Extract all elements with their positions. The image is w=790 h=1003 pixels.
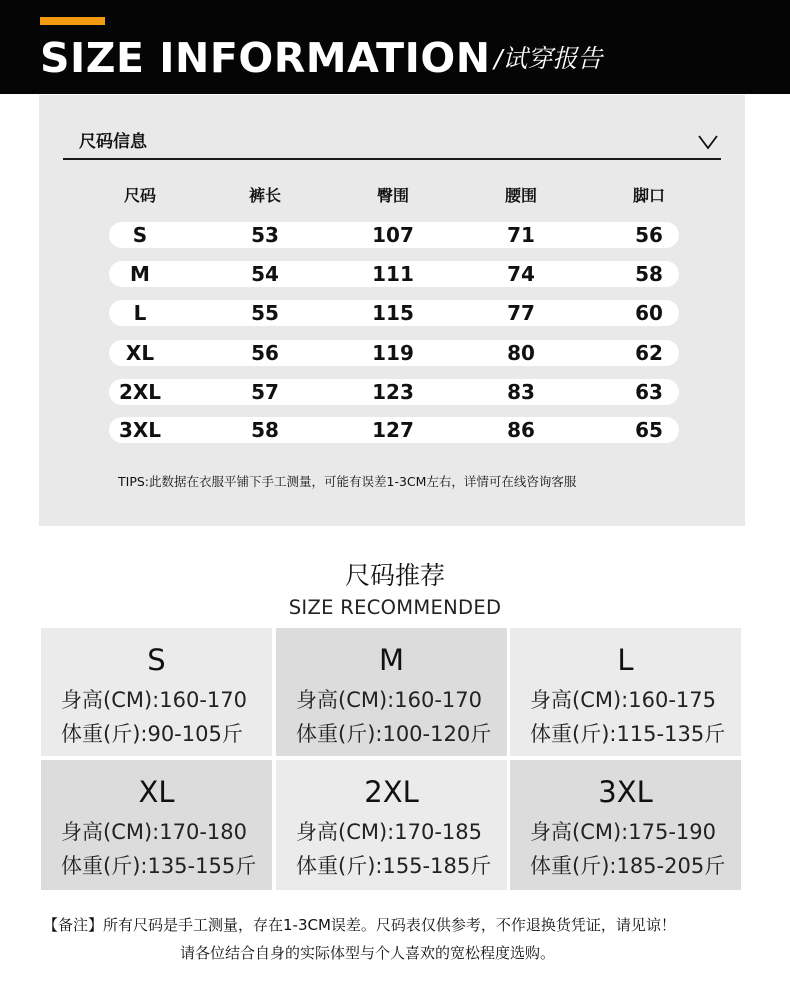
card-height-range: 身高(CM):160-170 <box>296 688 482 712</box>
table-cell: 63 <box>635 380 663 404</box>
card-weight-range: 体重(斤):155-185斤 <box>296 854 492 878</box>
table-cell: 74 <box>507 262 535 286</box>
accent-bar <box>40 17 105 25</box>
table-cell: 65 <box>635 418 663 442</box>
card-height-range: 身高(CM):170-185 <box>296 820 482 844</box>
column-header: 腰围 <box>504 186 537 205</box>
table-cell: XL <box>125 341 155 365</box>
remark-line-2: 请各位结合自身的实际体型与个人喜欢的宽松程度选购。 <box>180 944 556 962</box>
table-cell: 56 <box>635 223 663 247</box>
recommend-subtitle: SIZE RECOMMENDED <box>288 596 502 619</box>
table-row <box>109 261 679 287</box>
card-size-label: M <box>378 643 405 677</box>
table-cell: 62 <box>635 341 663 365</box>
table-cell: 86 <box>507 418 535 442</box>
card-size-label: L <box>617 643 634 677</box>
column-header: 裤长 <box>248 186 281 205</box>
table-cell: 83 <box>507 380 535 404</box>
card-size-label: S <box>147 643 166 677</box>
table-cell: 111 <box>372 262 414 286</box>
recommend-title: 尺码推荐 <box>344 561 445 590</box>
table-cell: M <box>130 262 150 286</box>
table-cell: 54 <box>251 262 279 286</box>
table-cell: 58 <box>251 418 279 442</box>
table-cell: 57 <box>251 380 279 404</box>
recommend-card <box>41 760 272 890</box>
table-cell: 127 <box>372 418 414 442</box>
page-title: SIZE INFORMATION <box>40 34 491 82</box>
card-height-range: 身高(CM):160-170 <box>61 688 247 712</box>
size-info-panel <box>39 95 745 526</box>
table-cell: 115 <box>372 301 414 325</box>
card-weight-range: 体重(斤):90-105斤 <box>61 722 243 746</box>
recommend-card <box>41 628 272 756</box>
table-cell: 3XL <box>118 418 162 442</box>
table-row <box>109 417 679 443</box>
table-cell: S <box>132 223 148 247</box>
table-cell: 56 <box>251 341 279 365</box>
card-height-range: 身高(CM):170-180 <box>61 820 247 844</box>
card-size-label: 2XL <box>364 775 419 809</box>
header-banner <box>0 0 790 94</box>
recommend-card <box>510 760 741 890</box>
table-cell: 2XL <box>118 380 162 404</box>
table-cell: 107 <box>372 223 414 247</box>
page-subtitle: /试穿报告 <box>494 44 603 73</box>
divider <box>63 158 721 160</box>
recommend-card <box>276 760 507 890</box>
table-row <box>109 300 679 326</box>
table-cell: 123 <box>372 380 414 404</box>
column-header: 脚口 <box>632 186 665 205</box>
column-header: 臀围 <box>376 186 409 205</box>
table-cell: 80 <box>507 341 535 365</box>
table-cell: 119 <box>372 341 414 365</box>
card-size-label: 3XL <box>598 775 653 809</box>
table-cell: 71 <box>507 223 535 247</box>
card-weight-range: 体重(斤):115-135斤 <box>530 722 726 746</box>
card-height-range: 身高(CM):160-175 <box>530 688 716 712</box>
table-cell: L <box>133 301 147 325</box>
tips-text: TIPS:此数据在衣服平铺下手工测量，可能有误差1-3CM左右，详情可在线咨询客服 <box>118 474 577 489</box>
remark-line-1: 【备注】所有尺码是手工测量，存在1-3CM误差。尺码表仅供参考，不作退换货凭证，请见谅！ <box>43 916 676 934</box>
recommend-card <box>510 628 741 756</box>
table-row <box>109 222 679 248</box>
size-table <box>109 181 679 442</box>
recommend-grid <box>41 628 741 890</box>
table-cell: 58 <box>635 262 663 286</box>
table-header-row <box>109 181 679 211</box>
table-row <box>109 340 679 366</box>
column-header: 尺码 <box>123 186 156 205</box>
table-cell: 55 <box>251 301 279 325</box>
table-cell: 77 <box>507 301 535 325</box>
card-size-label: XL <box>138 775 175 809</box>
card-weight-range: 体重(斤):185-205斤 <box>530 854 726 878</box>
table-row <box>109 379 679 405</box>
table-cell: 53 <box>251 223 279 247</box>
card-height-range: 身高(CM):175-190 <box>530 820 716 844</box>
size-info-heading: 尺码信息 <box>79 132 147 152</box>
table-cell: 60 <box>635 301 663 325</box>
card-weight-range: 体重(斤):135-155斤 <box>61 854 257 878</box>
chevron-down-icon[interactable] <box>697 133 719 151</box>
recommend-card <box>276 628 507 756</box>
card-weight-range: 体重(斤):100-120斤 <box>296 722 492 746</box>
